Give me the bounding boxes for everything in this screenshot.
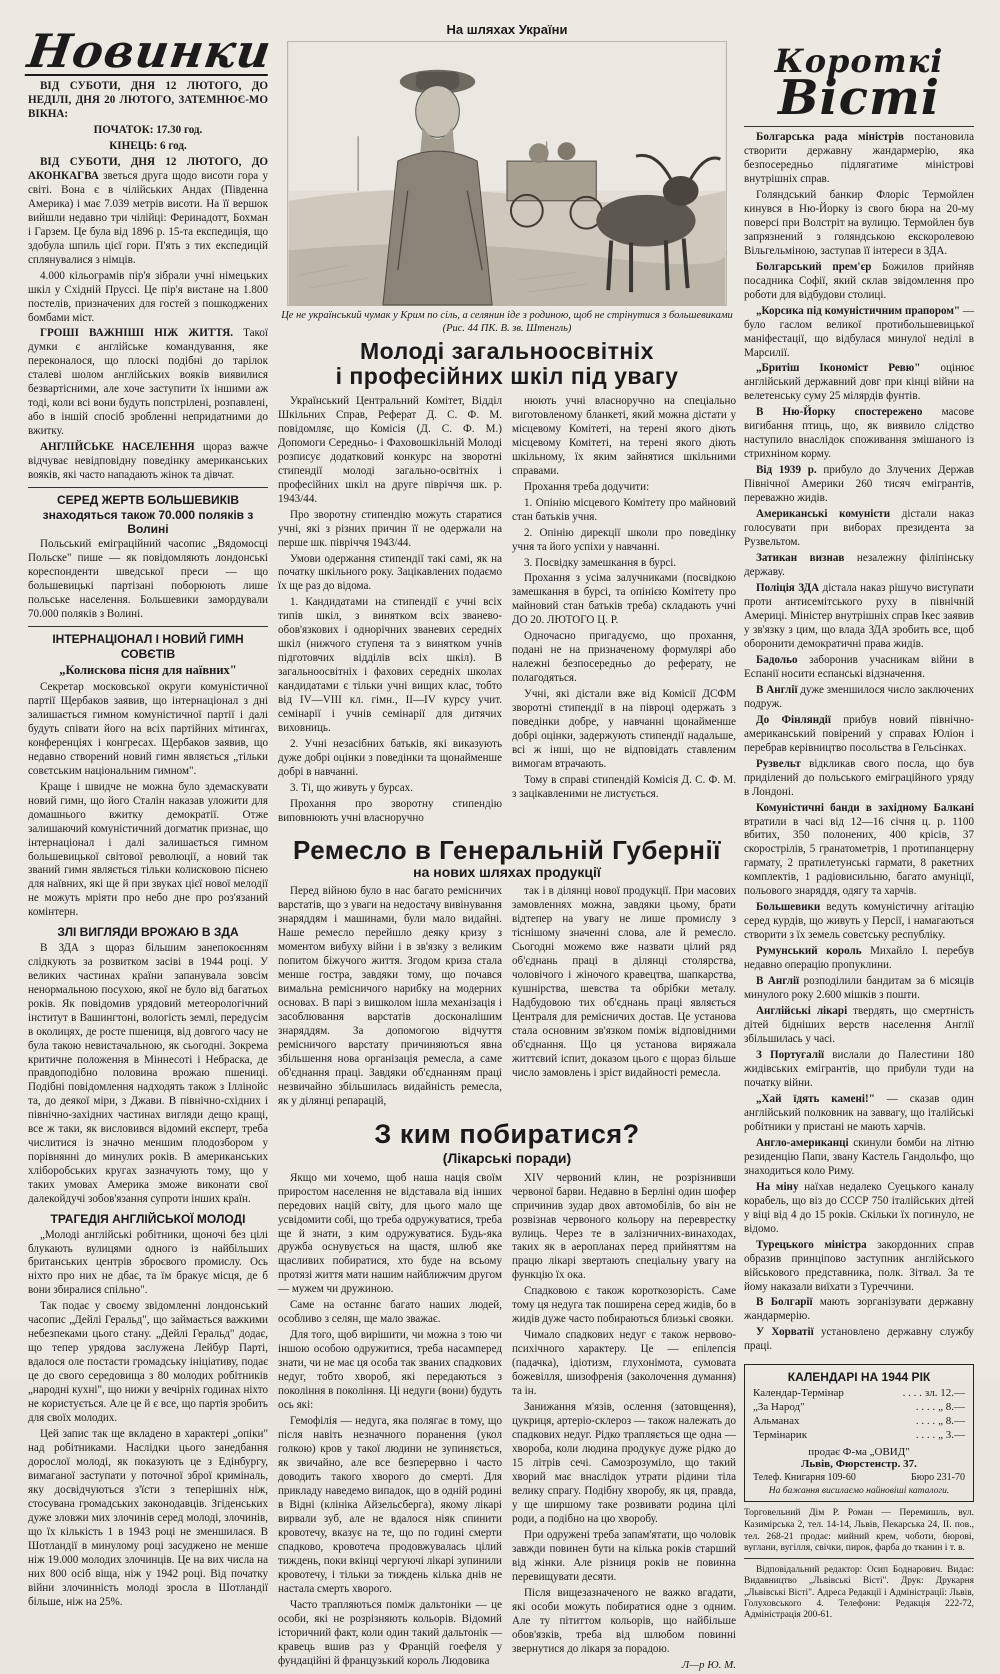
paragraph: Занижання м'язів, ослення (затовщення), цукриця, артеріо-склероз — також належать до спадкових недуг. Рідко трапляється ще одна — хвороба, коли людина продукує дуже рідко до 15 літрів сечі. Самозрозуміло, що такий хворий має внаслідок утрати рідини тіла велику спрагу. Подібну хворобу, як ця, правда, у ще ширшому таке розвивати родина цілі роди, а подібно на цю хворобу. <box>512 1401 736 1525</box>
paragraph: 2. Учні незасібних батьків, які виказують дуже добрі оцінки з поведінки та щонайменше добрі в навчанні. <box>278 738 502 779</box>
news-item-body: закордонних справ образив принціпово заступник англійського військового представника, полк. Зітвал. За те йому наказали виїхати з Туреччини. <box>744 1238 974 1293</box>
news-item <box>744 758 974 800</box>
news-item-body: мають зорганізувати державну жандармерію. <box>744 1296 974 1323</box>
pobyratysia-text-column-2 <box>512 1172 736 1657</box>
remeslo-headline: Ремесло в Генеральній Губернії <box>293 834 721 865</box>
news-item <box>744 582 974 652</box>
news-item-lead: Поліція ЗДА <box>756 582 820 595</box>
molodi-text-column-1 <box>278 395 502 828</box>
news-item-lead: „Хай їдять камені!" <box>756 1092 875 1105</box>
calendar-title: КАЛЕНДАРІ НА 1944 РІК <box>787 1370 931 1385</box>
news-item-body: установлено державну службу праці. <box>744 1326 974 1353</box>
news-item-lead: „Корсика під комуністичним прапором" <box>756 304 961 317</box>
illustration-image <box>287 41 727 306</box>
news-item-lead: В Болгарії <box>756 1296 813 1309</box>
news-item-body: ведуть комуністичну агітацію серед курдів, що живуть у Персії, і намагаються створити з їх земель совєтську республіку. <box>744 901 974 942</box>
paragraph-body: 4.000 кільограмів пір'я зібрали учні німецьких шкіл у Східній Пруссі. Це пір'я вистане на 1.800 постелів, призначених для гостей з пошкоджених бомбами міст. <box>28 269 268 324</box>
news-item-body: втратили в часі від 12—16 січня ц. р. 1100 вбитих, 350 полонених, 400 крісів, 37 скорострілів, 5 гранатометрів, 1 протипанцерну гармату, 2 пратилетунські гармати, 8 ракетних комплектів, 1 радіовисильню, багато амуніції, польового знаряддя, одягу та харчів. <box>744 815 974 898</box>
korotki-visti-title <box>744 42 974 127</box>
calendar-row <box>753 1429 965 1443</box>
paragraph-body: щораз важче відчуває невідповідну поведінку американських вояків, які часто нападають жінок та дівчат. <box>28 441 268 482</box>
pobyratysia-text-column-1 <box>278 1172 502 1674</box>
centered-line: ПОЧАТОК: 17.30 год. <box>93 123 203 136</box>
news-item-body: оцінює англійський державний довг при кінці війни на велетенську суму 25 мілярдів фунтів. <box>744 362 975 403</box>
news-item-body: дістала наказ рішучо виступати проти антисемітського руху в північній Америці. Міністер внутрішніх справ Ікес заявив у зв'язку з цим, що влада ЗДА зробить все, щоб оборонити демократичні права жидів. <box>744 582 974 650</box>
pobyratysia-subhead: (Лікарські поради) <box>442 1149 572 1166</box>
news-item-lead: Американські комуністи <box>756 508 891 521</box>
paragraph: так і в ділянці нової продукції. При масових замовленнях можна, завдяки цьому, брати відтепер на увагу не лише промислу з тіснішому значенні слова, але й ремесло. Сьогодні можемо вже назвати цілий ряд об'єднань праці в ділянці столярства, чоловічого і жіночого кравецтва, шапкарства, кушнірства, шевства та обрібки металу. Надбудовою тих об'єднань праці являється Централя для ремісничих достав. Це установа стала основним зв'язком поміж відповідними об'єднання. Що ця установа виряжала життєвий іспит, доказом цього є щораз більше число замовлень і зріст видайності ремесла. <box>512 884 736 1079</box>
paragraph: Прохання з усіма залучниками (посвідкою замешкання в бурсі, та опінією Комітету про майновий стан батьків треба) складають учні ДО 20. ЛЮТОГО Ц. Р. <box>512 572 736 627</box>
calendar-leader: . . . . <box>902 1387 922 1400</box>
paragraph: 3. Посвідку замешкання в бурсі. <box>524 556 677 569</box>
calendar-phone-bureau: Бюро 231-70 <box>910 1472 965 1484</box>
paragraph: 1. Опінію місцевого Комітету про майновий стан батьків учня. <box>512 496 736 523</box>
news-item-body: прибуло до Злучених Держав Північної Америки 260 тисяч емігрантів, переважно жидів. <box>744 464 974 505</box>
paragraph: Після вищезазначеного не важко вгадати, які особи можуть побиратися одне з одним. Але ту пітиттом кольорів, що найбільше обов'язків, треба від шлюбом повинні звернутися до лікаря за порадою. <box>512 1586 736 1655</box>
news-item-lead: Рузвельт <box>756 757 801 770</box>
news-item-lead: З Португалії <box>756 1049 825 1062</box>
paragraph: Прохання треба додучити: <box>524 480 650 493</box>
news-item <box>744 189 974 259</box>
paragraph-lead: ГРОШІ ВАЖНІШІ НІЖ ЖИТТЯ. <box>40 327 233 340</box>
calendar-leader: . . . . <box>915 1414 936 1427</box>
remeslo-article <box>278 885 736 1111</box>
news-item <box>744 1326 974 1354</box>
title-divider <box>744 126 974 127</box>
news-item <box>744 1005 974 1047</box>
news-item <box>744 1093 974 1135</box>
news-item <box>744 1239 974 1295</box>
paragraph-body: зветься друга щодо висоти гора у світі. Вона є в чілійських Андах (Південна Америка) і має 7.039 метрів висоти. На її вершок вийшли недавно три чілійці: Феринадотт, Бохман і Гарзем. Це була від 1896 р. 15-та експедиція, що здобула шпиль цієї гори. П'ять з тих експедицій сплянувалися з німців. <box>28 169 268 266</box>
news-item <box>744 305 974 361</box>
news-item-lead: До Фінляндії <box>756 713 831 726</box>
news-item <box>744 552 974 580</box>
paragraph: 3. Ті, що живуть у бурсах. <box>290 782 413 794</box>
paragraph: Саме на останнє багато наших людей, особливо з селян, ще мало зважає. <box>278 1299 502 1326</box>
paragraph: Гемофілія — недуга, яка полягає в тому, що після навіть незначного поранення (укол голкою) кров у такої людини не зупиняється, як звичайно, але все безперервно і часто доводить такого хворого до смерті. Для прикладу наведемо випадок, що в одній родині в Відні (клініка Айзельсберга), якому лікарі вирвали зуб, але не вдалося ніяк спинити кровотечу, вказує на те, що по годині смерти спадково, кровотеча продовжувалась цілий тиждень, поки вкінці чергуючі лікарі зупинили кровотечу, і тільки за тиждень кілька днів не настала смерть хворого. <box>278 1415 502 1595</box>
paragraph: Одночасно пригадуємо, що прохання, подані не на призначеному формулярі або належні безпосередньо до реферату, не полагодяться. <box>512 630 736 685</box>
left-articles <box>28 80 268 1610</box>
news-item <box>744 508 974 550</box>
news-item-lead: Від 1939 р. <box>756 464 817 477</box>
news-item-lead: Турецького міністра <box>756 1238 867 1251</box>
news-item-body: розподілили бандитам за 6 місяців минулого року 2.600 мішків з пошти. <box>744 975 974 1002</box>
news-item-body: вислали до Палестини 180 жидівських емігрантів, що прибули туди на початку війни. <box>744 1049 974 1089</box>
calendar-item-name: Термінарик <box>753 1428 808 1441</box>
calendar-item-name: Календар-Термінар <box>753 1387 844 1400</box>
paragraph-lead: АНГЛІЙСЬКЕ НАСЕЛЕННЯ <box>40 441 195 454</box>
news-item-lead: Комуністичні банди в західному Балкані <box>756 801 974 814</box>
calendar-seller: продає Ф-ма „ОВИД" <box>808 1446 910 1459</box>
news-item <box>744 464 974 506</box>
paragraph-body: „Молоді англійські робітники, щоночі без цілі блукають вулицями одного із найбільших британських центрів зброєвого промислу. Ось ніхто про них не дбає, та їм бракує місця, де б вони збиралися спільно". <box>28 1228 268 1297</box>
paragraph: При одружені треба запам'ятати, що чоловік завжди повинен бути на кілька років старший від жінки. Але різниця років не повинна перевищувати десяти. <box>512 1528 736 1583</box>
molodi-headline-line-1: Молоді загальноосвітніх <box>360 338 654 365</box>
news-item-body: наїхав недалеко Суецького каналу корабель, що віз до СССР 750 італійських дітей у віці від 4 до 15 років. Скільки їх погинуло, не відомо. <box>744 1180 975 1235</box>
paragraph: нюють учні власноручно на спеціально виготовленому бланкеті, який можна дістати у місцевому Комітеті, на терені якого діють місцевому Комітеті, на терені якого діють шкільному, їх яким зайнятися шкільними справами. <box>512 394 736 477</box>
pobyratysia-text-column-2-wrap <box>512 1172 736 1674</box>
section-divider <box>28 626 268 627</box>
short-news-list <box>744 131 974 1354</box>
illustration-caption: Це не український чумак у Крим по сіль, а селянин іде з родиною, щоб не стрінутися з большевиками (Рис. 44 ПК. В. зв. Штенгль) <box>281 310 733 334</box>
paragraph <box>28 1428 268 1610</box>
news-item-body: — сказав один англійський полковник на заввагу, що італійські робітники у пристані не мають харчів. <box>744 1092 974 1133</box>
calendar-row <box>753 1415 965 1429</box>
news-item <box>744 261 974 303</box>
news-item <box>744 1049 974 1091</box>
paragraph <box>28 1229 268 1299</box>
news-item-body: дістали наказ голосувати при виборах президента за Рузвельтом. <box>744 508 974 549</box>
paragraph: Чимало спадкових недуг є також нервово-психічного характеру. Це — епілепсія (падачка), ідіотизм, глухонімота, сумовата божевілля, шизофренія (заколочення думання) та ін. <box>512 1329 736 1398</box>
paragraph: Перед війною було в нас багато ремісничих варстатів, що з уваги на недостачу вивінування знаряддям і машинами, були мало видайні. Наше ремесло перейшло деяку кризу з моментом вибуху війни і в зв'язку з великим попитом біжучого життя. Згодом криза стала менше гостра, завдяки тому, що почався вимальна ремісничого нарибку на модерних основах. В парі з вишколом ішла механізація і засоблювання варстатів досконалішим знаряддям. За допомогою відчуття ремісничого варстату причиняються явна збільшення нова організація ремесла, а саме об'єднання праці. Завдяки об'єднанням праці незвичайно збільшилась видайність ремесла, як у ділянці репарацій, <box>278 884 502 1107</box>
calendar-item-price: „ 8.— <box>938 1401 965 1414</box>
news-item-lead: В Ню-Йорку спостережено <box>756 406 923 419</box>
news-item-lead: В Англії <box>756 683 798 696</box>
paragraph: XIV червоний клин, не розрізнивши червоної барви. Недавно в Берліні один шофер спричинив зудар двох автомобілів, бо він не розвізнав червоного кольору на переврестку вулиць. Через те в залізничних-винаходах, таких як в аеропланах перед прийняттям на працю лікарі звертають спеціальну увагу на функцію їх ока. <box>512 1171 736 1282</box>
news-item-lead: Бадольо <box>756 653 798 666</box>
picture-header: На шляхах України <box>446 22 568 37</box>
news-item-body: масове вигибання птиць, що, як виявило слідство наступило внаслідок споживання змішаного із стрихніном корму. <box>744 406 974 461</box>
paragraph: Умови одержання стипендії такі самі, як на початку шкільного року. Зацікавлених подаємо їх ще раз до відома. <box>278 552 502 593</box>
news-item-lead: На міну <box>756 1180 799 1193</box>
news-item <box>744 714 974 756</box>
paragraph: 2. Опінію дирекції школи про поведінку учня та його успіхи у навчанні. <box>512 526 736 553</box>
right-column <box>744 22 975 1621</box>
news-item-lead: Англо-американці <box>756 1136 849 1149</box>
paragraph <box>28 781 268 921</box>
news-item <box>744 131 974 187</box>
news-item <box>744 945 974 973</box>
molodi-headline <box>278 339 736 389</box>
news-item <box>744 975 974 1003</box>
molodi-headline-line-2: і професійних шкіл під увагу <box>335 363 679 390</box>
paragraph: Спадковою є також короткозорість. Саме тому ця недуга так поширена серед жидів, бо в жидів дуже часто побираються близькі свояки. <box>512 1285 736 1326</box>
news-item-body: Голяндський банкир Флоріс Термойлен кинувся в Ню-Йорку із свого бюра на 20-му поверсі при Волстріт на вулицю. Термойлен був запрязнений з голяндською екскоролевою Вільгельміною, заступав її інтереси в ЗДА. <box>744 188 974 257</box>
paragraph-lead: ВІД СУБОТИ, ДНЯ 12 ЛЮТОГО, ДО НЕДІЛІ, ДНЯ 20 ЛЮТОГО, ЗАТЕМНЮЄ-МО ВІКНА: <box>28 80 268 120</box>
section-subheading: „Колискова пісня для наївних" <box>59 662 237 677</box>
remeslo-text-column-2 <box>512 885 736 1111</box>
calendar-phones <box>753 1472 965 1483</box>
news-item <box>744 362 974 404</box>
news-item <box>744 654 974 682</box>
calendar-row <box>753 1387 965 1401</box>
calendar-address: Львів, Фюрстенстр. 37. <box>801 1458 917 1471</box>
news-item-body: прибув новий північно-американський повірений у справах Юліон і перебрав керівництво посольства в Гельсінках. <box>744 713 974 754</box>
news-item-lead: Затикан визнав <box>756 552 845 565</box>
paragraph-lead: ВІД СУБОТИ, ДНЯ 12 ЛЮТОГО, ДО АКОНКАГВА <box>28 155 268 182</box>
paragraph-body: Секретар московської округи комуністичної партії Щербаков заявив, що інтернаціонал з дні залишається гимном комуністичної партії і далі будуть співати його на всіх партійних мітингах, конференціях і конгресах. Щербаков заявив, що недавно створений новий гимн являється „тільки совєтським національним гимном". <box>28 680 268 777</box>
news-item-lead: Англійські лікарі <box>756 1005 848 1018</box>
remeslo-text-column-1 <box>278 885 502 1111</box>
news-item-body: Михайло І. перебув недавно операцію пропуклини. <box>744 945 974 972</box>
pobyratysia-headline: З ким побиратися? <box>374 1119 640 1150</box>
news-item <box>744 901 974 943</box>
news-item-body: дуже зменшилося число заключених подруж. <box>744 683 974 710</box>
news-item-lead: Болгарський прем'єр <box>756 260 872 273</box>
paragraph: Прохання про зворотну стипендію виповнюють учні власноручно <box>278 797 502 824</box>
paragraph <box>28 538 268 622</box>
paragraph <box>28 270 268 326</box>
paragraph: Якщо ми хочемо, щоб наша нація своїм приростом населення не відставала від інших передових націй світу, для цього мало ще усвідомити собі, що треба одружуватися, треба ще й знати, з ким одружуватися. Будь-яка дружба оснувується на щастя, шлюб яке щасливих побиратися, хто буде на всьому протязі життя мати нашим найближчим другом — мужем чи дружиною. <box>278 1171 502 1296</box>
centered-line: КІНЕЦЬ: 6 год. <box>109 139 187 152</box>
news-item <box>744 802 974 900</box>
news-item-body: Божилов прийняв посадника Софії, який склав звідомлення про роботи для відбудови столиці. <box>744 260 974 301</box>
news-item-lead: Румунський король <box>756 945 862 958</box>
korotki-title-line-1: Короткі <box>774 42 944 80</box>
calendar-advert <box>744 1364 974 1502</box>
paragraph <box>28 1300 268 1426</box>
novynky-title: Новинки <box>24 24 275 78</box>
paragraph <box>28 942 268 1207</box>
paragraph <box>28 156 268 268</box>
news-item-lead: У Хорватії <box>756 1326 814 1339</box>
news-item-body: незалежну філіпінську державу. <box>744 552 974 579</box>
calendar-item-name: „За Народ" <box>753 1401 805 1414</box>
news-item-lead: В Англії <box>756 975 800 988</box>
news-item-body: — було гаслом великої протибольшевицької маніфестації, що відбулася минулої неділі в Марсилії. <box>744 304 975 359</box>
trade-house-advert: Торговельний Дім Р. Роман — Перемишль, вул. Казимірська 2, тел. 14-14, Львів, Пекарська 24, II. пов., тел. 268-21 продає: мийний крем, чоботи, бюрові, вуглани, вугілля, свічки, пирок, фарба до тканин і т. в. <box>744 1507 974 1554</box>
paragraph <box>28 327 268 439</box>
paragraph <box>28 80 268 122</box>
section-heading: СЕРЕД ЖЕРТВ БОЛЬШЕВИКІВ знаходяться також 70.000 поляків з Волині <box>42 493 254 536</box>
paragraph-body: Цей запис так ще вкладено в характері „опіки" над робітниками. Наслідки цього занедбання дорослої молоді, як показують це з Едінбургу, вимаганої заступати у поточної зброї криміналь, яку досвідчуються з'їсти з теперішніх ніж, стосувана громадських законодавців. Згіденських дуже зловжи мих злочинів серед молоді, злочинів, що їх кількість 1 в 1943 році не зменшилася. В Шотландії в минулому році засуджено не менше ніж 19.000 молодих злочинців. Це на вих числа на них 800 осіб віща, ніж у 1942 році. Від початку війни злочинність молоді зросла в Шотландії більше, ніж на 25%. <box>28 1428 268 1608</box>
paragraph: Для того, щоб вирішити, чи можна з тою чи іншою особою одружитися, треба насамперед знати, чи не має ця особа так званих спадкових недуг, тобто хвороб, які передаються з покоління в покоління. Ці недуги (вони) будуть ось які: <box>278 1329 502 1412</box>
paragraph: Український Центральний Комітет, Відділ Шкільних Справ, Реферат Д. С. Ф. М. повідомляє, що Комісія (Д. С. Ф. М.) Допомоги Середньо- і Фаховошкільній Молоді розписує додатковий конкурс на зворотні стипендії молоді загально-освітніх і професійних шкіл на друге півріччя шк. р. 1943/44. <box>278 394 502 505</box>
paragraph: Тому в справі стипендій Комісія Д. С. Ф. М. з зацікавленими не листується. <box>512 774 736 800</box>
paragraph <box>28 681 268 779</box>
news-item <box>744 684 974 712</box>
news-item-body: твердять, що смертність дітей бідніших верств населення Англії збільшилась у часі. <box>744 1005 974 1046</box>
news-item-body: постановила створити державну жандармерію, яка безпосередньо підлягатиме міністрові внутрішніх справ. <box>744 130 974 185</box>
paragraph-body: Польський еміграційний часопис „Вядомосці Польске" пише — як повідомляють лондонські кореспонденти шведської преси — що большевицькі партізані поборюють лише польське населення. Большевики замордували 70.000 поляків з Волині. <box>28 538 268 621</box>
news-item-body: відкликав свого посла, що був приділений до польського еміграційного уряду в Лондоні. <box>744 757 974 798</box>
paragraph: Часто трапляються поміж дальтоніки — це особи, які не розрізняють кольорів. Відомий історичний факт, коли один такий дальтонік — кравець вшив раз у Францій гоефеля у фундаційні й французький король Людовика <box>278 1598 502 1667</box>
calendar-leader: . . . . <box>915 1401 936 1414</box>
calendar-item-price: зл. 12.— <box>924 1387 965 1400</box>
middle-column <box>278 22 736 1671</box>
paragraph-body: Краще і швидче не можна було здемаскувати новий гимн, що його Сталін наказав уложити для домашнього вжитку демократії. Отже залишаючий комуністичний догматик признає, що інтернаціонал і далі залишається гимном большевицької світової революції, а новий так званий гимн являється тільки колисковою піснею для наївних, які ще й при звуках цієї нової мелодії не можуть мріяти про небо дне про роз'язаний комінтерн. <box>28 780 268 919</box>
imprint-divider <box>744 1558 974 1559</box>
calendar-phone-shop: Телеф. Книгарня 109-60 <box>753 1472 856 1484</box>
paragraph-body: Так подає у своєму звідомленні лондонський часопис „Дейлі Геральд", що займається важкими небезпеками цього стану. „Дейлі Геральд" додає, що тепер урядова заслужена Лейбур Парті, вдалося оле постасти громадську ініціативу, подає це до свого середовища з 80 молодих робітників „народні кухні", що нижи у вечірніх годинах ніхто не користується. Але це й є все, що партія зробить для своїх молодих. <box>28 1300 268 1425</box>
paragraph: 1. Кандидатами на стипендії є учні всіх типів шкіл, з винятком всіх званево-обов'язкових і однорічних званевих середніх шкіл (нижчого ступеня та з винятком учнів підготовчих відділів всіх шкіл). В загальноосвітніх і фахових середніх школах кандидатами є тільки учні вищих клас, тобто від IV—VIII кл. гімн., II—IV курсу учит. семінарії і учнів семінарії для дитячих виховниць. <box>278 596 502 735</box>
news-item <box>744 1296 974 1324</box>
left-column <box>24 22 275 1608</box>
news-item <box>744 406 974 462</box>
article-signature: Л—р Ю. М. <box>681 1658 736 1671</box>
publisher-imprint: Відповідальний редактор: Осип Боднарович. Видає: Видавництво „Львівські Вісті". Друк: Друкарня „Львівські Вісті". Адреса Редакції і Адміністрації: Львів, Голуховського 4. Телефони: Редакція 222-72, Адміністрація 200-61. <box>744 1565 974 1621</box>
news-item-body: скинули бомби на літню резиденцію Папи, званy Кастель Гандольфо, що знаходиться коло Риму. <box>744 1136 974 1177</box>
calendar-note: На бажання висилаємо найновіші каталоги. <box>768 1486 950 1497</box>
calendar-item-name: Альманах <box>753 1414 800 1427</box>
news-item-lead: Большевики <box>756 901 821 914</box>
news-item-lead: „Бритіш Ікономіст Ревю" <box>756 362 921 375</box>
calendar-item-price: „ 8.— <box>938 1414 965 1427</box>
paragraph: Учні, які дістали вже від Комісії ДСФМ зворотні стипендії в на півроці одержать з поведінки добре, у навчанні щонайменше добрі оцінки, задержують стипендії надальше, всі ж інші, що не відповідать ставленим вимогам втрачають. <box>512 688 736 771</box>
section-heading: ЗЛІ ВИГЛЯДИ ВРОЖАЮ В ЗДА <box>57 925 239 940</box>
calendar-leader: . . . . <box>915 1428 936 1441</box>
molodi-article <box>278 395 736 828</box>
calendar-row <box>753 1401 965 1415</box>
pobyratysia-article <box>278 1172 736 1674</box>
molodi-text-column-2 <box>512 395 736 828</box>
korotki-title-line-2: Вісті <box>777 70 941 127</box>
news-item <box>744 1137 974 1179</box>
paragraph-body: В ЗДА з щораз більшим занепокоєнням слідкують за розвитком засіві в 1944 році. У великих частинах країни запанувала зовсім ненормальною посухою, якої не було від багатьох років. Як повідомив урядовий метеорологічний інститут в Вашингтоні, вологість землі, передусім в околицях, де росте пшениця, від довгого часу не була такою невистачальною, як сьогодні. Зокрема критичне положення в Міннесоті і Небраска, де правдоподібно половина врожаю пшениці. Подібні повідомлення надходять також з Іллінойс та, до деякої міри, з Джави. В північно-східних і північно-західних частинах вигляди дещо кращі, все ж таки, як висловився відомий експерт, треба числитися із значно меншим плодозбором у порівнянні до минулих років. В американських хліборобських кругах зазначують тому, що у таких умовах Америка зможе виконати свої далекойдучі зобов'язання супроти інших країн. <box>28 941 268 1206</box>
paragraph-body: Такої думки є англійське командування, яке переконалося, що плоскі подібні до тарілок сталеві шолом англійських вояків виявилися безвартісними, але хоче заступити їх іншими аж тоді, коли всі вони будуть попстрілені, розпавлені, або в іншій спосіб зробленні непридатними до вжитку. <box>28 327 268 438</box>
section-divider <box>28 487 268 488</box>
paragraph <box>28 441 268 483</box>
calendar-item-price: „ 3.— <box>938 1428 965 1441</box>
news-item-lead: Болгарська рада міністрів <box>756 130 904 143</box>
news-item-body: заборонив учасникам війни в Еспанії носити еспанські відзначення. <box>744 653 974 680</box>
section-heading: ТРАГЕДІЯ АНГЛІЙСЬКОЇ МОЛОДІ <box>50 1212 246 1227</box>
paragraph: Про зворотну стипендію можуть старатися учні, які з різних причин її не одержали на перше шк. півріччя 1943/44. <box>278 508 502 549</box>
remeslo-subhead: на нових шляхах продукції <box>413 863 601 880</box>
section-heading: ІНТЕРНАЦІОНАЛ І НОВИЙ ГИМН СОВЄТІВ <box>52 632 244 661</box>
news-item <box>744 1181 974 1237</box>
calendar-price-list <box>753 1387 965 1442</box>
